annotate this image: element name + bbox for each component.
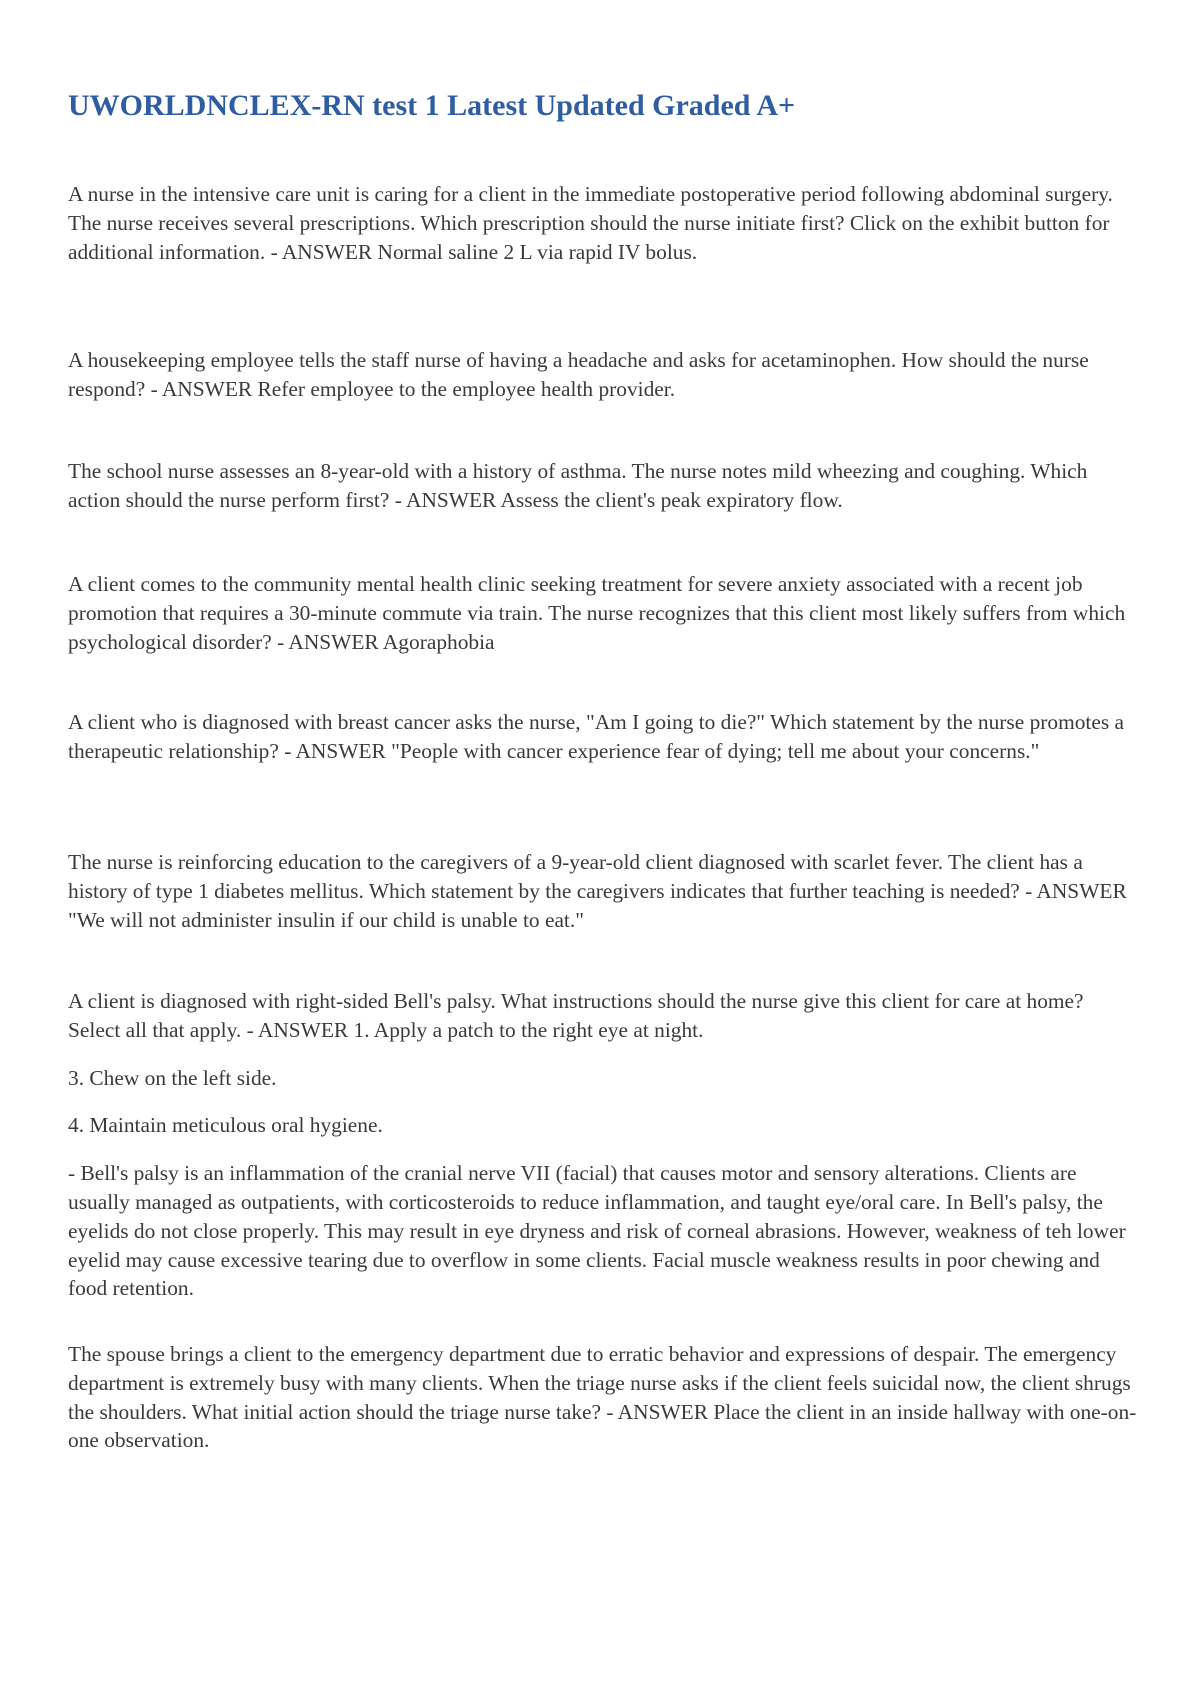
answer-rationale: - Bell's palsy is an inflammation of the cranial nerve VII (facial) that causes motor and sensory alterations. Clients are usually managed as outpatients, with corticosteroids to reduce inflammation, and taught eye/oral care. In Bell's palsy, the eyelids do not close properly. This may result in eye dryness and risk of corneal abrasions. However, weakness of teh lower eyelid may cause excessive tearing due to overflow in some clients. Facial muscle weakness results in poor chewing and food retention. — [68, 1161, 1126, 1301]
qa-entry-4 — [68, 570, 1138, 656]
qa-text: The school nurse assesses an 8-year-old with a history of asthma. The nurse notes mild wheezing and coughing. Which action should the nurse perform first? - ANSWER Assess the client's peak expiratory flow. — [68, 459, 1088, 512]
qa-entry-1 — [68, 180, 1138, 266]
qa-text: The spouse brings a client to the emergency department due to erratic behavior and expressions of despair. The emergency department is extremely busy with many clients. When the triage nurse asks if the client feels suicidal now, the client shrugs the shoulders. What initial action should the triage nurse take? - ANSWER Place the client in an inside hallway with one-on-one observation. — [68, 1342, 1137, 1453]
qa-text: A nurse in the intensive care unit is caring for a client in the immediate postoperative period following abdominal surgery. The nurse receives several prescriptions. Which prescription should the nurse initiate first? Click on the exhibit button for additional information. - ANSWER Normal saline 2 L via rapid IV bolus. — [68, 182, 1113, 264]
qa-entry-3 — [68, 457, 1138, 515]
qa-entry-5 — [68, 708, 1138, 766]
document-title: UWORLDNCLEX-RN test 1 Latest Updated Graded A+ — [68, 89, 796, 122]
answer-item-4: 4. Maintain meticulous oral hygiene. — [68, 1113, 383, 1138]
answer-item-3: 3. Chew on the left side. — [68, 1065, 277, 1090]
qa-text: A client is diagnosed with right-sided Bell's palsy. What instructions should the nurse give this client for care at home? Select all that apply. - ANSWER 1. Apply a patch to the right eye at night. — [68, 989, 1084, 1042]
qa-entry-6 — [68, 848, 1138, 934]
qa-text: A client who is diagnosed with breast cancer asks the nurse, "Am I going to die?" Which statement by the nurse promotes a therapeutic relationship? - ANSWER "People with cancer experience fear of dying; tell me about your concerns." — [68, 710, 1125, 763]
qa-entry-2 — [68, 346, 1138, 404]
qa-text: A client comes to the community mental health clinic seeking treatment for severe anxiety associated with a recent job promotion that requires a 30-minute commute via train. The nurse recognizes that this client most likely suffers from which psychological disorder? - ANSWER Agoraphobia — [68, 572, 1126, 654]
qa-entry-7 — [68, 987, 1138, 1303]
qa-entry-8 — [68, 1340, 1138, 1455]
qa-text: The nurse is reinforcing education to the caregivers of a 9-year-old client diagnosed with scarlet fever. The client has a history of type 1 diabetes mellitus. Which statement by the caregivers indicates that further teaching is needed? - ANSWER "We will not administer insulin if our child is unable to eat." — [68, 850, 1127, 932]
qa-text: A housekeeping employee tells the staff nurse of having a headache and asks for acetaminophen. How should the nurse respond? - ANSWER Refer employee to the employee health provider. — [68, 348, 1089, 401]
